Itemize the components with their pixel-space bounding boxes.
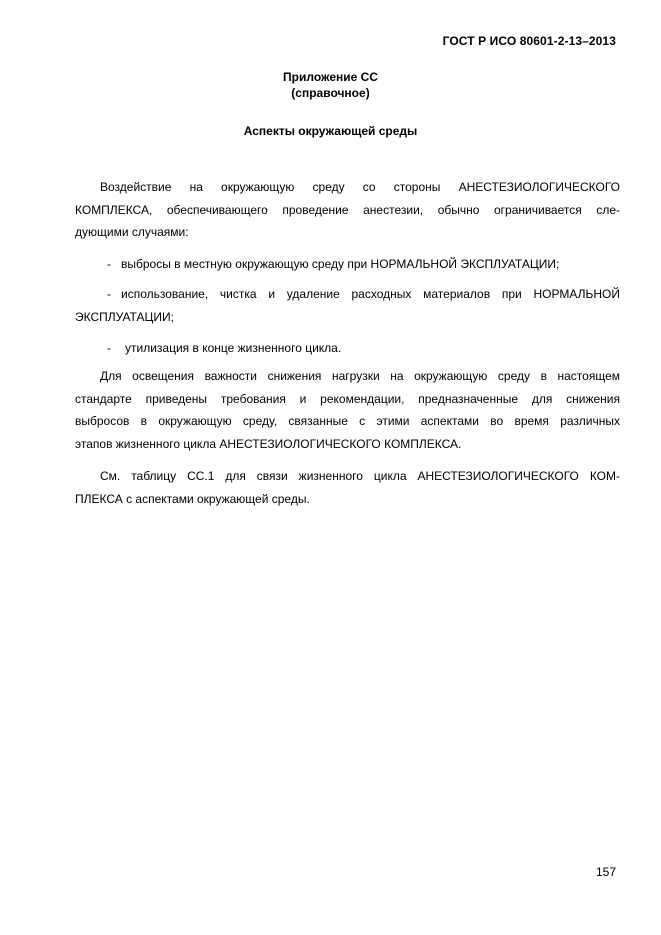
bullet-item-3 (75, 337, 620, 360)
bullet-2-dash: - (107, 287, 111, 301)
paragraph-2-line-3: выбросов в окружающую среду, связанные с этими аспектами во время различных (75, 414, 620, 428)
bullet-2-line-1 (75, 283, 620, 306)
paragraph-2-line-1: Для освещения важности снижения нагрузки на окружающую среду в настоящем (100, 369, 620, 383)
bullet-2-text-line-2: ЭКСПЛУАТАЦИИ; (75, 309, 174, 324)
paragraph-2 (75, 365, 620, 455)
bullet-2-text-line-1: использование, чистка и удаление расходных материалов при НОРМАЛЬНОЙ (121, 287, 620, 301)
standard-header: ГОСТ Р ИСО 80601-2-13–2013 (442, 34, 616, 48)
appendix-subtitle: (справочное) (291, 86, 370, 100)
paragraph-1 (75, 176, 620, 244)
bullet-3-dash: - (107, 341, 111, 355)
paragraph-2-line-2: стандарте приведены требования и рекомендации, предназначенные для снижения (75, 391, 620, 406)
paragraph-2-line-4: этапов жизненного цикла АНЕСТЕЗИОЛОГИЧЕСКОГО КОМПЛЕКСА. (75, 436, 462, 451)
appendix-title: Приложение СС (283, 70, 378, 84)
appendix-heading (0, 69, 661, 101)
paragraph-1-line-3: дующими случаями: (75, 225, 189, 239)
paragraph-1-line-1 (75, 176, 620, 199)
bullet-item-1 (75, 253, 620, 276)
page-number: 157 (595, 865, 616, 879)
paragraph-3 (75, 465, 620, 510)
bullet-1-dash: - (107, 257, 111, 271)
section-title: Аспекты окружающей среды (243, 124, 418, 138)
paragraph-3-line-1: См. таблицу СС.1 для связи жизненного цикла АНЕСТЕЗИОЛОГИЧЕСКОГО КОМ- (100, 469, 620, 483)
p1-line1-text: Воздействие на окружающую среду со стороны АНЕСТЕЗИОЛОГИЧЕСКОГО (100, 180, 620, 194)
paragraph-1-line-2: КОМПЛЕКСА, обеспечивающего проведение анестезии, обычно ограничивается сле- (75, 202, 620, 217)
paragraph-3-line-2: ПЛЕКСА с аспектами окружающей среды. (75, 491, 310, 506)
bullet-1-text: выбросы в местную окружающую среду при НОРМАЛЬНОЙ ЭКСПЛУАТАЦИИ; (121, 257, 560, 271)
bullet-item-2 (75, 283, 620, 328)
bullet-3-text: утилизация в конце жизненного цикла. (125, 341, 342, 355)
